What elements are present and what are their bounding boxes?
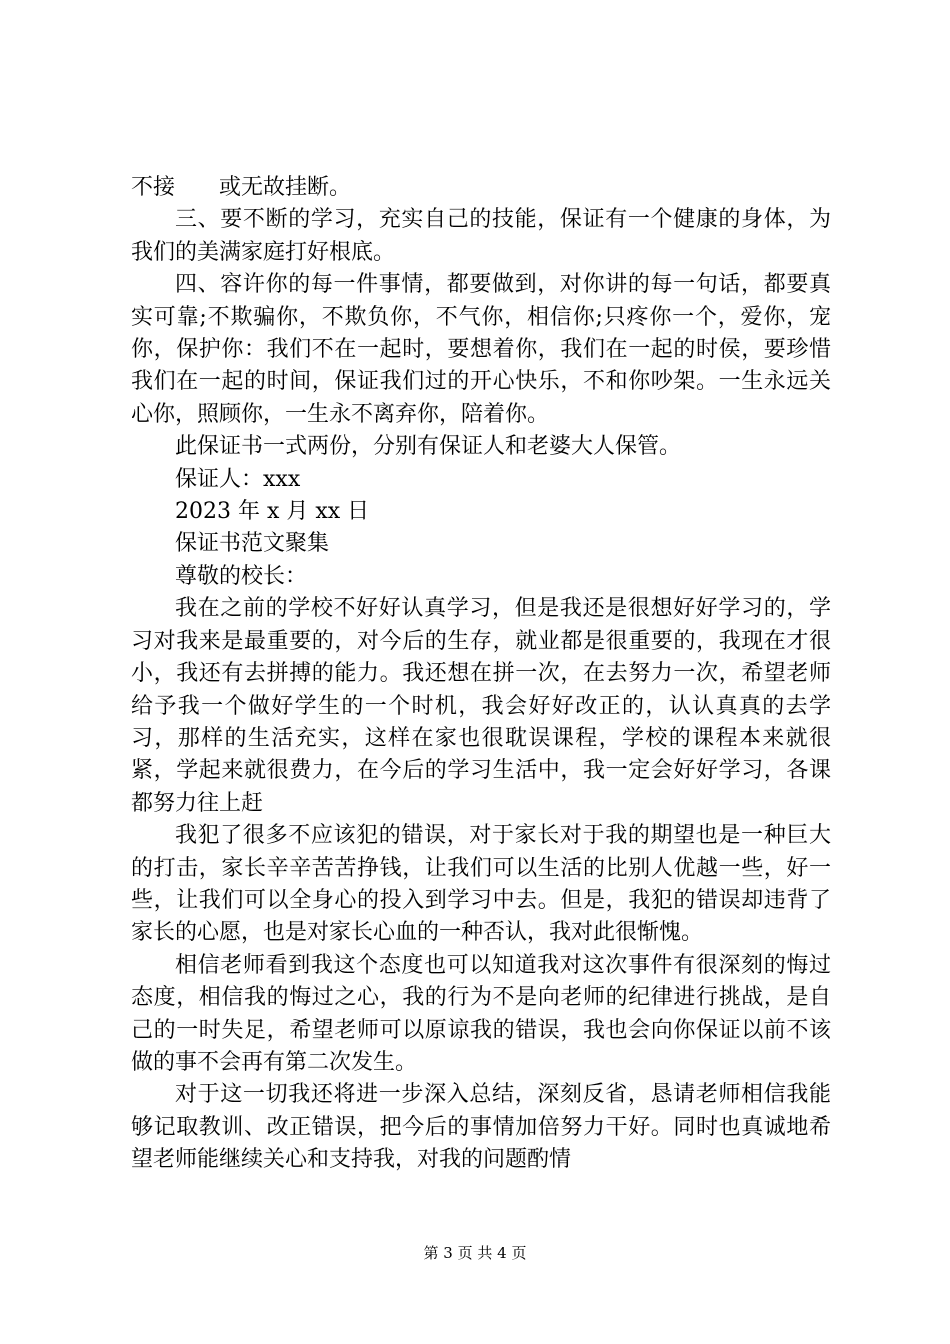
paragraph: 尊敬的校长： [175, 563, 308, 589]
paragraph: 保证书范文聚集 [175, 531, 330, 557]
paragraph: 三、要不断的学习，充实自己的技能，保证有一个健康的身体，为我们的美满家庭打好根底。 [131, 207, 831, 265]
page-footer: 第 3 页 共 4 页 [423, 1244, 527, 1262]
paragraph: 相信老师看到我这个态度也可以知道我对这次事件有很深刻的悔过态度，相信我的悔过之心，我的行为不是向老师的纪律进行挑战，是自己的一时失足，希望老师可以原谅我的错误，我也会向你保证以前不该做的事不会再有第二次发生。 [131, 952, 831, 1075]
paragraph: 我在之前的学校不好好认真学习，但是我还是很想好好学习的，学习对我来是最重要的，对今后的生存，就业都是很重要的，我现在才很小，我还有去拼搏的能力。我还想在拼一次，在去努力一次，希望老师给予我一个做好学生的一个时机，我会好好改正的，认认真真的去学习，那样的生活充实，这样在家也很耽误课程，学校的课程本来就很紧，学起来就很费力，在今后的学习生活中，我一定会好好学习，各课都努力往上赶 [131, 596, 831, 816]
paragraph: 2023 年 x 月 xx 日 [175, 499, 370, 525]
paragraph: 我犯了很多不应该犯的错误，对于家长对于我的期望也是一种巨大的打击，家长辛辛苦苦挣钱，让我们可以生活的比别人优越一些，好一些，让我们可以全身心的投入到学习中去。但是，我犯的错误却违背了家长的心愿，也是对家长心血的一种否认，我对此很惭愧。 [131, 823, 831, 946]
paragraph: 此保证书一式两份，分别有保证人和老婆大人保管。 [175, 434, 682, 460]
paragraph: 对于这一切我还将进一步深入总结，深刻反省，恳请老师相信我能够记取教训、改正错误，把今后的事情加倍努力干好。同时也真诚地希望老师能继续关心和支持我，对我的问题酌情 [131, 1082, 831, 1173]
paragraph: 四、容许你的每一件事情，都要做到，对你讲的每一句话，都要真实可靠;不欺骗你，不欺负你，不气你，相信你;只疼你一个，爱你，宠你，保护你：我们不在一起时，要想着你，我们在一起的时侯，要珍惜我们在一起的时间，保证我们过的开心快乐，不和你吵架。一生永远关心你，照顾你，一生永不离弃你，陪着你。 [131, 272, 831, 427]
paragraph: 保证人：xxx [175, 466, 301, 492]
paragraph: 不接 或无故挂断。 [131, 175, 352, 200]
document-body [131, 172, 831, 1177]
